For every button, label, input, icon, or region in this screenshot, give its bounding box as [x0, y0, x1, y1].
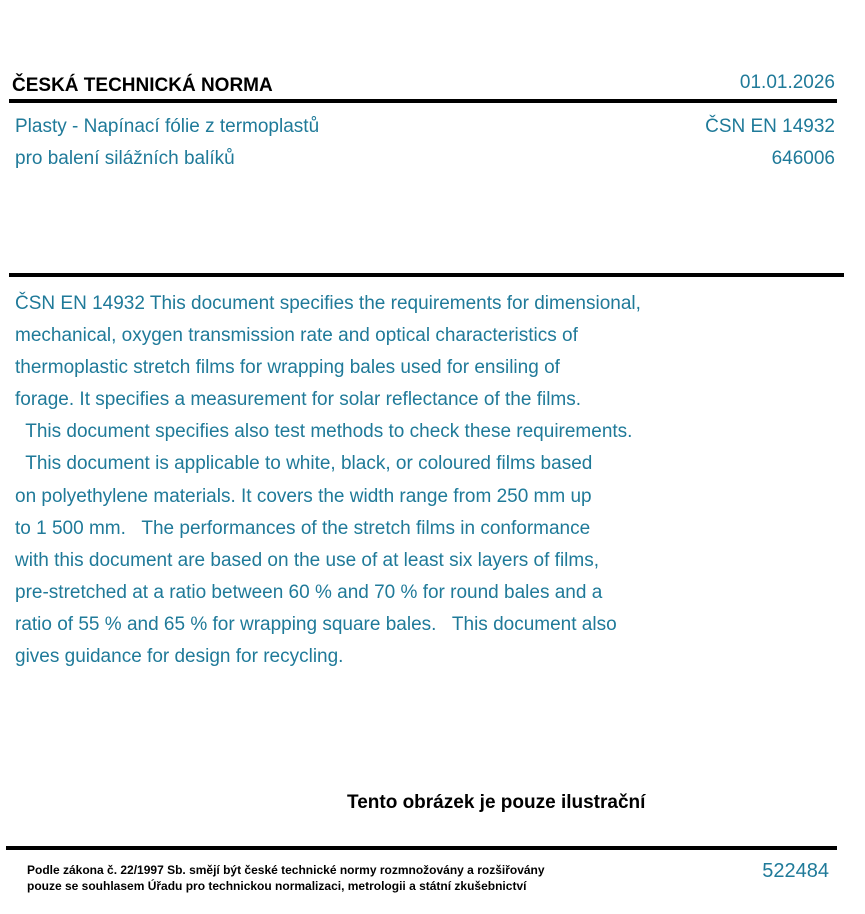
abstract-line: This document is applicable to white, black, or coloured films based — [15, 453, 593, 475]
abstract-line: thermoplastic stretch films for wrapping bales used for ensiling of — [15, 357, 560, 379]
abstract-line: to 1 500 mm. The performances of the stretch films in conformance — [15, 517, 591, 539]
illustration-note: Tento obrázek je pouze ilustrační — [347, 792, 646, 813]
standard-title-line-1: Plasty - Napínací fólie z termoplastů — [15, 116, 320, 137]
abstract-line: This document specifies also test methods to check these requirements. — [15, 421, 633, 443]
abstract-line: on polyethylene materials. It covers the width range from 250 mm up — [15, 485, 592, 507]
header-divider — [9, 99, 837, 103]
title-divider — [9, 273, 844, 277]
abstract-line: with this document are based on the use of at least six layers of films, — [15, 549, 600, 571]
abstract-line: ČSN EN 14932 This document specifies the requirements for dimensional, — [15, 293, 641, 314]
abstract-text — [15, 288, 745, 673]
abstract-line: ratio of 55 % and 65 % for wrapping square bales. This document also — [15, 613, 617, 635]
effective-date: 01.01.2026 — [739, 72, 835, 93]
classification-number: 646006 — [771, 148, 835, 169]
abstract-line: mechanical, oxygen transmission rate and optical characteristics of — [15, 325, 578, 347]
standard-code: ČSN EN 14932 — [705, 116, 835, 137]
legal-notice-line-2: pouze se souhlasem Úřadu pro technickou normalizaci, metrologii a státní zkušebnictví — [27, 879, 527, 893]
legal-notice-line-1: Podle zákona č. 22/1997 Sb. smějí být české technické normy rozmnožovány a rozšiřovány — [27, 863, 545, 877]
footer-divider — [6, 846, 837, 850]
standard-title-line-2: pro balení silážních balíků — [15, 148, 235, 169]
abstract-line: pre-stretched at a ratio between 60 % and 70 % for round bales and a — [15, 581, 603, 603]
abstract-line: forage. It specifies a measurement for solar reflectance of the films. — [15, 389, 582, 411]
document-type-heading: ČESKÁ TECHNICKÁ NORMA — [12, 75, 273, 96]
document-number: 522484 — [762, 860, 829, 882]
abstract-line: gives guidance for design for recycling. — [15, 646, 344, 668]
